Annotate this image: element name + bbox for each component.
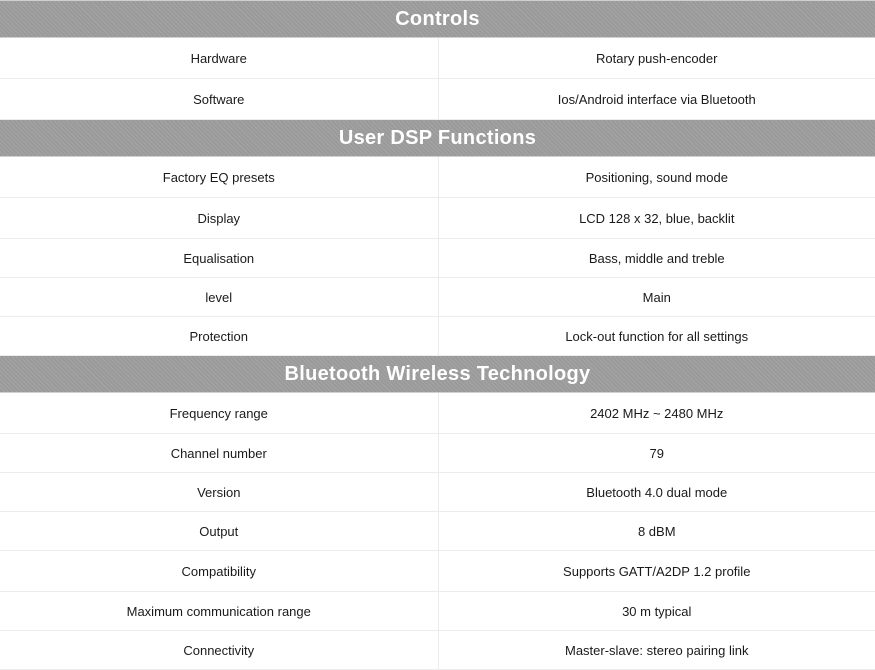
spec-row-hardware <box>0 38 875 79</box>
spec-label: Version <box>0 473 438 512</box>
spec-value: Lock-out function for all settings <box>438 317 875 356</box>
spec-row-channel-number <box>0 434 875 473</box>
spec-row-protection <box>0 317 875 356</box>
spec-row-level <box>0 278 875 317</box>
spec-label: Frequency range <box>0 393 438 434</box>
spec-label: Display <box>0 198 438 239</box>
spec-label: Protection <box>0 317 438 356</box>
spec-label: level <box>0 278 438 317</box>
spec-row-compatibility <box>0 551 875 592</box>
spec-row-version <box>0 473 875 512</box>
spec-label: Channel number <box>0 434 438 473</box>
spec-value: Main <box>438 278 875 317</box>
spec-value: Bluetooth 4.0 dual mode <box>438 473 875 512</box>
section-title: User DSP Functions <box>0 120 875 157</box>
spec-value: Positioning, sound mode <box>438 157 875 198</box>
spec-row-frequency-range <box>0 393 875 434</box>
spec-row-software <box>0 79 875 120</box>
spec-label: Connectivity <box>0 631 438 670</box>
spec-label: Equalisation <box>0 239 438 278</box>
spec-value: 79 <box>438 434 875 473</box>
section-header-bluetooth-wireless-technology <box>0 356 875 393</box>
spec-row-factory-eq-presets <box>0 157 875 198</box>
spec-label: Compatibility <box>0 551 438 592</box>
spec-row-maximum-communication-range <box>0 592 875 631</box>
spec-value: Master-slave: stereo pairing link <box>438 631 875 670</box>
spec-value: 8 dBM <box>438 512 875 551</box>
spec-value: Ios/Android interface via Bluetooth <box>438 79 875 120</box>
spec-label: Maximum communication range <box>0 592 438 631</box>
spec-value: 30 m typical <box>438 592 875 631</box>
section-title: Controls <box>0 1 875 38</box>
spec-row-connectivity <box>0 631 875 670</box>
spec-value: Supports GATT/A2DP 1.2 profile <box>438 551 875 592</box>
section-header-controls <box>0 1 875 38</box>
spec-value: Bass, middle and treble <box>438 239 875 278</box>
spec-value: 2402 MHz ~ 2480 MHz <box>438 393 875 434</box>
spec-row-output <box>0 512 875 551</box>
spec-label: Hardware <box>0 38 438 79</box>
spec-label: Output <box>0 512 438 551</box>
spec-label: Factory EQ presets <box>0 157 438 198</box>
spec-label: Software <box>0 79 438 120</box>
spec-row-equalisation <box>0 239 875 278</box>
section-title: Bluetooth Wireless Technology <box>0 356 875 393</box>
spec-value: LCD 128 x 32, blue, backlit <box>438 198 875 239</box>
spec-value: Rotary push-encoder <box>438 38 875 79</box>
spec-row-display <box>0 198 875 239</box>
section-header-user-dsp-functions <box>0 120 875 157</box>
